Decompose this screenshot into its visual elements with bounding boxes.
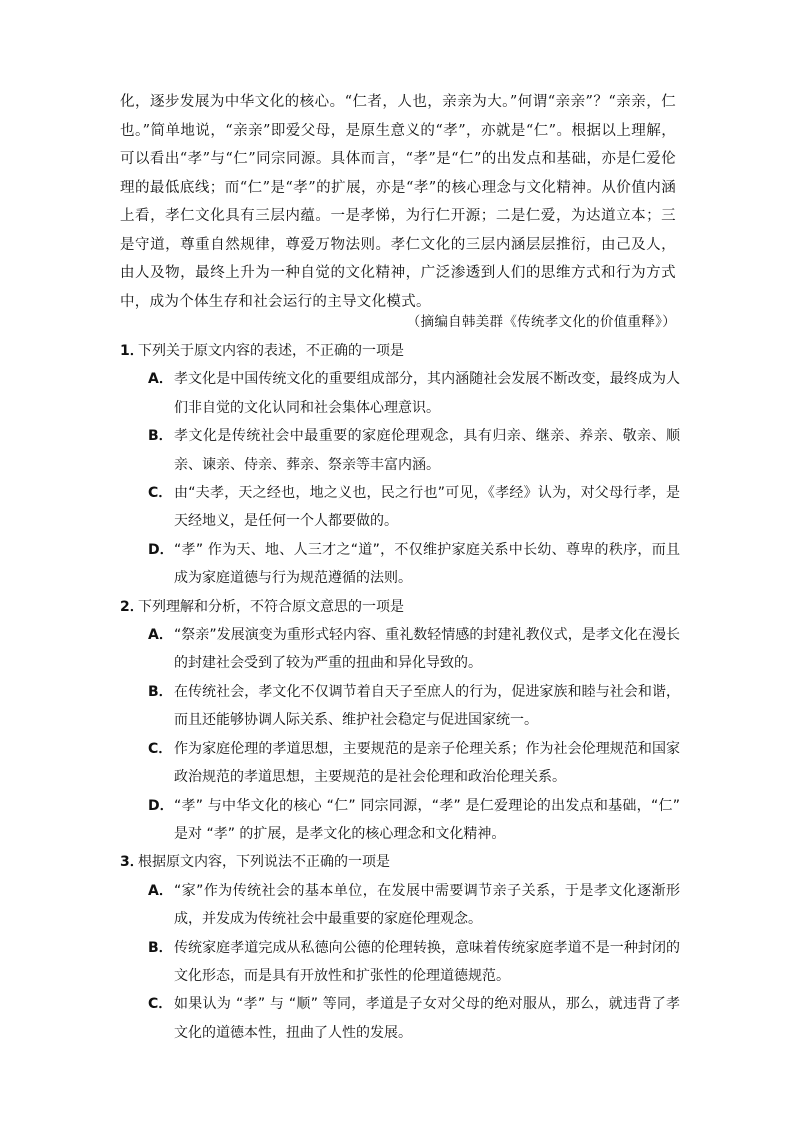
option-c xyxy=(148,990,680,1047)
option-letter: B． xyxy=(148,683,173,700)
question-number: 3． xyxy=(120,854,144,871)
option-letter: A． xyxy=(148,882,173,899)
question-stem: 下列理解和分析，不符合原文意思的一项是 xyxy=(138,598,404,615)
option-letter: D． xyxy=(148,797,174,814)
option-text: 传统家庭孝道完成从私德向公德的伦理转换，意味着传统家庭孝道不是一种封闭的文化形态，而是具有开放性和扩张性的伦理道德规范。 xyxy=(174,939,680,984)
question-2 xyxy=(120,593,680,849)
option-letter: A． xyxy=(148,627,173,644)
option-letter: B． xyxy=(148,939,173,956)
question-stem: 根据原文内容，下列说法不正确的一项是 xyxy=(138,854,390,871)
option-text: 如果认为 “孝” 与 “顺” 等同，孝道是子女对父母的绝对服从，那么，就违背了孝文化的道德本性，扭曲了人性的发展。 xyxy=(174,996,680,1041)
option-text: “孝” 与中华文化的核心 “仁” 同宗同源，“孝” 是仁爱理论的出发点和基础，“仁” 是对 “孝” 的扩展，是孝文化的核心理念和文化精神。 xyxy=(174,797,680,842)
question-3 xyxy=(120,848,680,1047)
option-letter: A． xyxy=(148,371,173,388)
option-text: 孝文化是中国传统文化的重要组成部分，其内涵随社会发展不断改变，最终成为人们非自觉的文化认同和社会集体心理意识。 xyxy=(174,371,680,416)
option-text: 孝文化是传统社会中最重要的家庭伦理观念，具有归亲、继亲、养亲、敬亲、顺亲、谏亲、侍亲、葬亲、祭亲等丰富内涵。 xyxy=(174,428,680,473)
source-citation: （摘编自韩美群《传统孝文化的价值重释》） xyxy=(406,314,676,330)
option-text: “祭亲”发展演变为重形式轻内容、重礼数轻情感的封建礼教仪式，是孝文化在漫长的封建社会受到了较为严重的扭曲和异化导致的。 xyxy=(174,627,680,672)
question-stem: 下列关于原文内容的表述，不正确的一项是 xyxy=(138,343,404,359)
option-a xyxy=(148,621,680,678)
option-c xyxy=(148,735,680,792)
option-b xyxy=(148,934,680,991)
question-1 xyxy=(120,337,680,593)
option-text: “家”作为传统社会的基本单位，在发展中需要调节亲子关系，于是孝文化逐渐形成，并发成为传统社会中最重要的家庭伦理观念。 xyxy=(174,882,680,928)
option-text: “孝” 作为天、地、人三才之“道”，不仅维护家庭关系中长幼、尊卑的秩序，而且成为家庭道德与行为规范遵循的法则。 xyxy=(174,541,680,587)
option-b xyxy=(148,678,680,735)
option-d xyxy=(148,792,680,849)
option-b xyxy=(148,422,680,479)
option-text: 由“夫孝，天之经也，地之义也，民之行也”可见，《孝经》认为，对父母行孝，是天经地义，是任何一个人都要做的。 xyxy=(174,485,680,530)
option-text: 作为家庭伦理的孝道思想，主要规范的是亲子伦理关系；作为社会伦理规范和国家政治规范的孝道思想，主要规范的是社会伦理和政治伦理关系。 xyxy=(174,740,680,786)
option-a xyxy=(148,365,680,422)
question-number: 2． xyxy=(120,598,144,615)
option-c xyxy=(148,479,680,536)
option-letter: D． xyxy=(148,541,174,558)
question-list xyxy=(120,337,680,1047)
option-d xyxy=(148,536,680,593)
passage-text: 化，逐步发展为中华文化的核心。“仁者，人也，亲亲为大。”何谓“亲亲”？“亲亲，仁也。”简单地说，“亲亲”即爱父母，是原生意义的“孝”，亦就是“仁”。根据以上理解，可以看出“孝”与“仁”同宗同源。具体而言，“孝”是“仁”的出发点和基础，亦是仁爱伦理的最低底线；而“仁”是“孝”的扩展，亦是“孝”的核心理念与文化精神。从价值内涵上看，孝仁文化具有三层内蕴。一是孝悌，为行仁开源；二是仁爱，为达道立本；三是守道，尊重自然规律，尊爱万物法则。孝仁文化的三层内涵层层推衍，由己及人，由人及物，最终上升为一种自觉的文化精神，广泛渗透到人们的思维方式和行为方式中，成为个体生存和社会运行的主导文化模式。 xyxy=(120,94,676,310)
option-letter: C． xyxy=(148,485,173,502)
question-number: 1． xyxy=(120,343,144,359)
option-letter: B． xyxy=(148,428,173,445)
option-letter: C． xyxy=(148,740,173,757)
option-letter: C． xyxy=(148,996,173,1013)
option-a xyxy=(148,877,680,934)
option-text: 在传统社会，孝文化不仅调节着自天子至庶人的行为，促进家族和睦与社会和谐，而且还能够协调人际关系、维护社会稳定与促进国家统一。 xyxy=(174,683,680,729)
